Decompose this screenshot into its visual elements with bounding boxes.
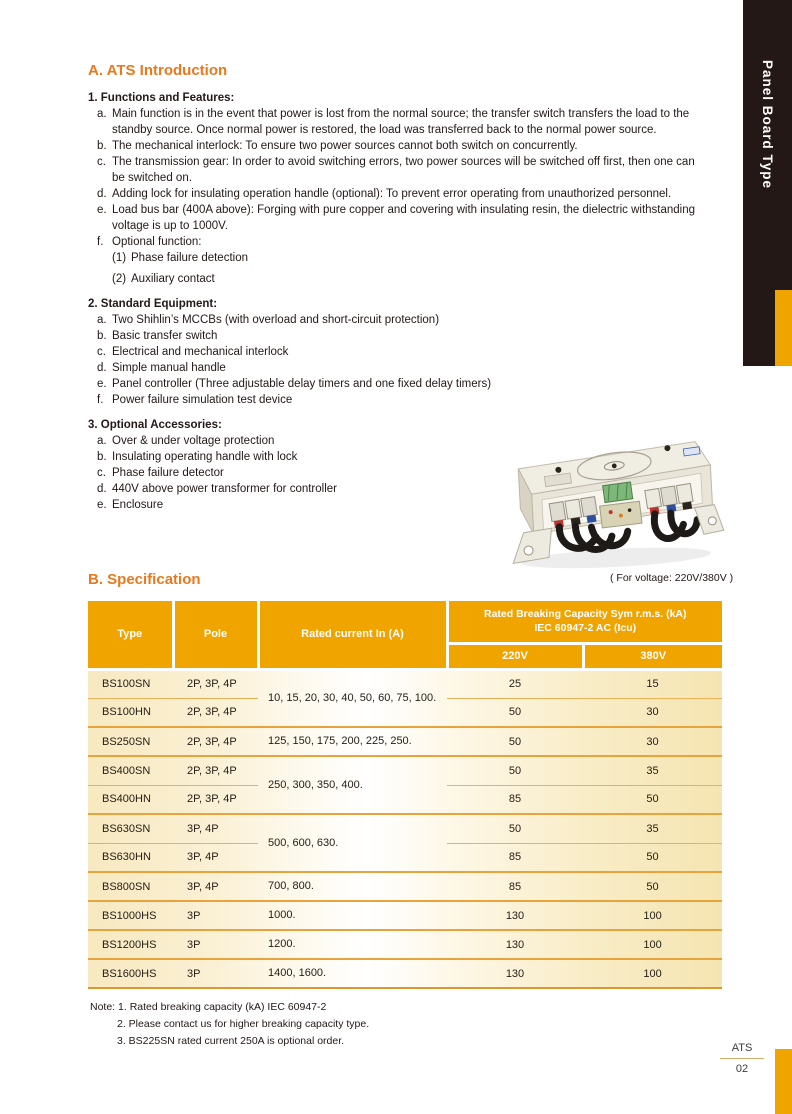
cell-breaking-220v: 85 (447, 785, 583, 814)
list-item-label: c. (97, 156, 106, 168)
cell-rated-current: 700, 800. (258, 872, 447, 901)
footer-divider (720, 1058, 764, 1059)
cell-pole: 3P, 4P (173, 872, 258, 901)
list-item-label: f. (97, 236, 104, 248)
col-header-pole: Pole (173, 601, 258, 669)
cell-pole: 2P, 3P, 4P (173, 727, 258, 756)
cell-rated-current: 250, 300, 350, 400. (258, 756, 447, 814)
list-item-text: Panel controller (Three adjustable delay timers and one fixed delay timers) (112, 378, 492, 390)
list-item-label: a. (97, 435, 107, 447)
list-item-label: d. (97, 483, 107, 495)
cell-breaking-380v: 50 (583, 872, 722, 901)
cell-rated-current: 10, 15, 20, 30, 40, 50, 60, 75, 100. (268, 692, 437, 704)
cell-pole: 3P, 4P (173, 814, 258, 843)
cell-type: BS100SN (102, 678, 151, 690)
product-image-caption: ( For voltage: 220V/380V ) (610, 572, 734, 584)
section-title: 3. Optional Accessories: (88, 419, 222, 431)
cell-breaking-220v: 50 (447, 727, 583, 756)
cell-type: BS400SN (88, 756, 173, 785)
list-item (88, 250, 710, 266)
list-item-label: f. (97, 394, 104, 406)
section-title: 1. Functions and Features: (88, 92, 235, 104)
list-item-text: Auxiliary contact (131, 273, 215, 285)
cell-rated-current: 1000. (258, 901, 447, 930)
cell-pole: 3P, 4P (173, 843, 258, 872)
cell-rated-current: 500, 600, 630. (258, 814, 447, 872)
list-item-label: (1) (112, 252, 127, 264)
cell-pole: 2P, 3P, 4P (173, 785, 258, 814)
list-item-text: The mechanical interlock: To ensure two power sources cannot both switch on concurrently. (112, 140, 578, 152)
section-a-heading: A. ATS Introduction (88, 62, 228, 79)
page-footer (720, 1042, 764, 1075)
list-item-text: Simple manual handle (112, 362, 226, 374)
list-item-text: Power failure simulation test device (112, 394, 293, 406)
list-item-label: e. (97, 499, 107, 511)
list-item-label: c. (97, 467, 106, 479)
panel-board-type-label: Panel Board Type (760, 60, 775, 190)
table-row (88, 756, 722, 785)
list-item-label: (2) (112, 273, 127, 285)
list-item-label: d. (97, 188, 107, 200)
list-item (88, 202, 710, 234)
col-header-220v: 220V (447, 643, 583, 669)
cell-breaking-220v: 85 (447, 843, 583, 872)
list-item-label: a. (97, 108, 107, 120)
cell-breaking-380v: 30 (583, 698, 722, 727)
table-row (88, 959, 722, 988)
list-item (88, 106, 710, 138)
cell-pole: 2P, 3P, 4P (187, 678, 237, 690)
cell-type: BS400HN (88, 785, 173, 814)
list-item-text: Over & under voltage protection (112, 435, 275, 447)
specification-section (88, 571, 724, 1050)
list-item (88, 376, 710, 392)
table-row (88, 727, 722, 756)
cell-breaking-380v: 30 (583, 727, 722, 756)
cell-breaking-380v: 50 (583, 785, 722, 814)
col-header-380v: 380V (583, 643, 722, 669)
cell-pole: 3P (173, 959, 258, 988)
section-title: 2. Standard Equipment: (88, 298, 218, 310)
cell-type: BS630HN (88, 843, 173, 872)
list-item (88, 234, 710, 250)
list-item-text: Optional function: (112, 236, 202, 248)
list-item-label: b. (97, 140, 107, 152)
cell-breaking-220v: 25 (508, 678, 522, 690)
intro-section (88, 90, 710, 287)
table-row (88, 872, 722, 901)
cell-breaking-220v: 130 (447, 930, 583, 959)
cell-breaking-380v: 35 (583, 756, 722, 785)
list-item-text: Insulating operating handle with lock (112, 451, 298, 463)
cell-pole: 3P (173, 901, 258, 930)
list-item-text: Basic transfer switch (112, 330, 218, 342)
list-item (88, 186, 710, 202)
cell-breaking-220v: 130 (447, 959, 583, 988)
cell-breaking-220v: 50 (447, 756, 583, 785)
list-item (88, 344, 710, 360)
cell-breaking-220v: 50 (447, 814, 583, 843)
cell-type: BS800SN (88, 872, 173, 901)
list-item (88, 392, 710, 408)
cell-type: BS1200HS (88, 930, 173, 959)
col-header-rated-current: Rated current In (A) (258, 601, 447, 669)
list-item-label: c. (97, 346, 106, 358)
cell-pole: 2P, 3P, 4P (173, 756, 258, 785)
cell-rated-current: 1200. (258, 930, 447, 959)
list-item-label: b. (97, 451, 107, 463)
cell-breaking-220v: 85 (447, 872, 583, 901)
list-item-text: The transmission gear: In order to avoid switching errors, two power sources will be switched off first, then one can be switched on. (112, 156, 695, 184)
intro-section (88, 296, 710, 408)
specification-table (88, 601, 722, 989)
list-item-text: Phase failure detector (112, 467, 224, 479)
table-row (88, 930, 722, 959)
list-item-text: 440V above power transformer for controller (112, 483, 337, 495)
list-item (88, 328, 710, 344)
cell-type: BS1600HS (88, 959, 173, 988)
cell-breaking-380v: 15 (646, 678, 659, 690)
note-line: 3. BS225SN rated current 250A is optional order. (117, 1035, 345, 1047)
list-item-label: d. (97, 362, 107, 374)
list-item-text: Enclosure (112, 499, 164, 511)
list-item (88, 154, 710, 186)
table-row (88, 669, 722, 698)
table-row (88, 814, 722, 843)
orange-accent-block-bottom (775, 1049, 792, 1114)
cell-breaking-380v: 35 (583, 814, 722, 843)
list-item-text: Two Shihlin’s MCCBs (with overload and short-circuit protection) (112, 314, 440, 326)
list-item-text: Main function is in the event that power is lost from the normal source; the transfer switch transfers the load to the standby source. Once normal power is restored, the load was transferred back to the normal power source. (112, 108, 690, 136)
list-item (88, 271, 710, 287)
col-header-breaking-capacity: Rated Breaking Capacity Sym r.m.s. (kA) IEC 60947-2 AC (Icu) (447, 601, 722, 643)
cell-breaking-220v: 50 (447, 698, 583, 727)
list-item-text: Electrical and mechanical interlock (112, 346, 289, 358)
cell-breaking-380v: 100 (583, 901, 722, 930)
cell-breaking-220v: 130 (447, 901, 583, 930)
list-item-label: b. (97, 330, 107, 342)
list-item-label: e. (97, 378, 107, 390)
cell-type: BS630SN (88, 814, 173, 843)
cell-type: BS1000HS (88, 901, 173, 930)
list-item-text: Phase failure detection (131, 252, 248, 264)
cell-breaking-380v: 50 (583, 843, 722, 872)
list-item-label: e. (97, 204, 107, 216)
note-line: Note: 1. Rated breaking capacity (kA) IEC 60947-2 (90, 1001, 327, 1013)
list-item-label: a. (97, 314, 107, 326)
table-row (88, 901, 722, 930)
section-b-heading: B. Specification (88, 571, 201, 588)
list-item (88, 138, 710, 154)
cell-type: BS250SN (88, 727, 173, 756)
footer-section-label: ATS (731, 1042, 753, 1054)
cell-pole: 3P (173, 930, 258, 959)
page-number: 02 (735, 1063, 749, 1075)
list-item (88, 360, 710, 376)
cell-rated-current: 125, 150, 175, 200, 225, 250. (258, 727, 447, 756)
cell-type: BS100HN (88, 698, 173, 727)
table-notes (88, 999, 724, 1050)
note-line: 2. Please contact us for higher breaking capacity type. (117, 1018, 370, 1030)
ats-product-image (498, 424, 728, 574)
cell-breaking-380v: 100 (583, 930, 722, 959)
list-item (88, 312, 710, 328)
list-item-text: Load bus bar (400A above): Forging with pure copper and covering with insulating resin, the dielectric withstanding voltage is up to 1000V. (112, 204, 696, 232)
list-item-text: Adding lock for insulating operation handle (optional): To prevent error operating from unauthorized personnel. (112, 188, 672, 200)
cell-pole: 2P, 3P, 4P (173, 698, 258, 727)
orange-accent-block-top (775, 290, 792, 366)
col-header-type: Type (88, 601, 173, 669)
cell-breaking-380v: 100 (583, 959, 722, 988)
cell-rated-current: 1400, 1600. (258, 959, 447, 988)
